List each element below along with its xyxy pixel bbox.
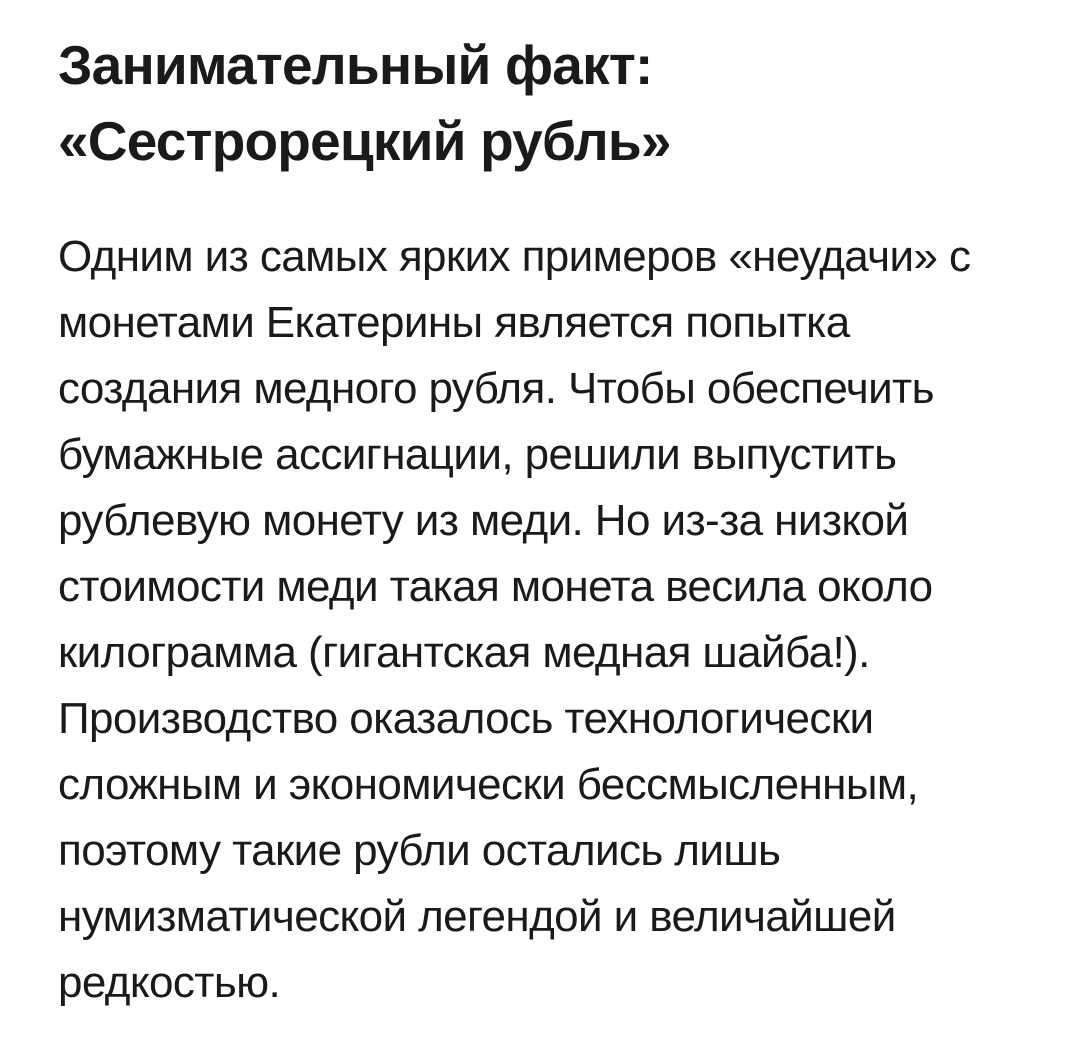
paragraph-line: Одним из самых ярких примеров «неудачи» с [58, 232, 971, 281]
paragraph-line: монетами Екатерины является попытка [58, 298, 850, 347]
paragraph-line: Производство оказалось технологически [58, 694, 874, 743]
paragraph-line: редкостью. [58, 958, 281, 1007]
paragraph-line: рублевую монету из меди. Но из-за низкой [58, 496, 909, 545]
paragraph-line: создания медного рубля. Чтобы обеспечить [58, 364, 934, 413]
page-title-line: Занимательный факт: [58, 34, 653, 96]
paragraph-line: килограмма (гигантская медная шайба!). [58, 628, 870, 677]
paragraph-line: сложным и экономически бессмысленным, [58, 760, 919, 809]
article-paragraph [58, 224, 1039, 1016]
paragraph-line: стоимости меди такая монета весила около [58, 562, 933, 611]
page-title-line: «Сестрорецкий рубль» [58, 110, 671, 172]
paragraph-line: поэтому такие рубли остались лишь [58, 826, 781, 875]
page-title [58, 27, 1039, 179]
paragraph-line: бумажные ассигнации, решили выпустить [58, 430, 897, 479]
paragraph-line: нумизматической легендой и величайшей [58, 892, 896, 941]
